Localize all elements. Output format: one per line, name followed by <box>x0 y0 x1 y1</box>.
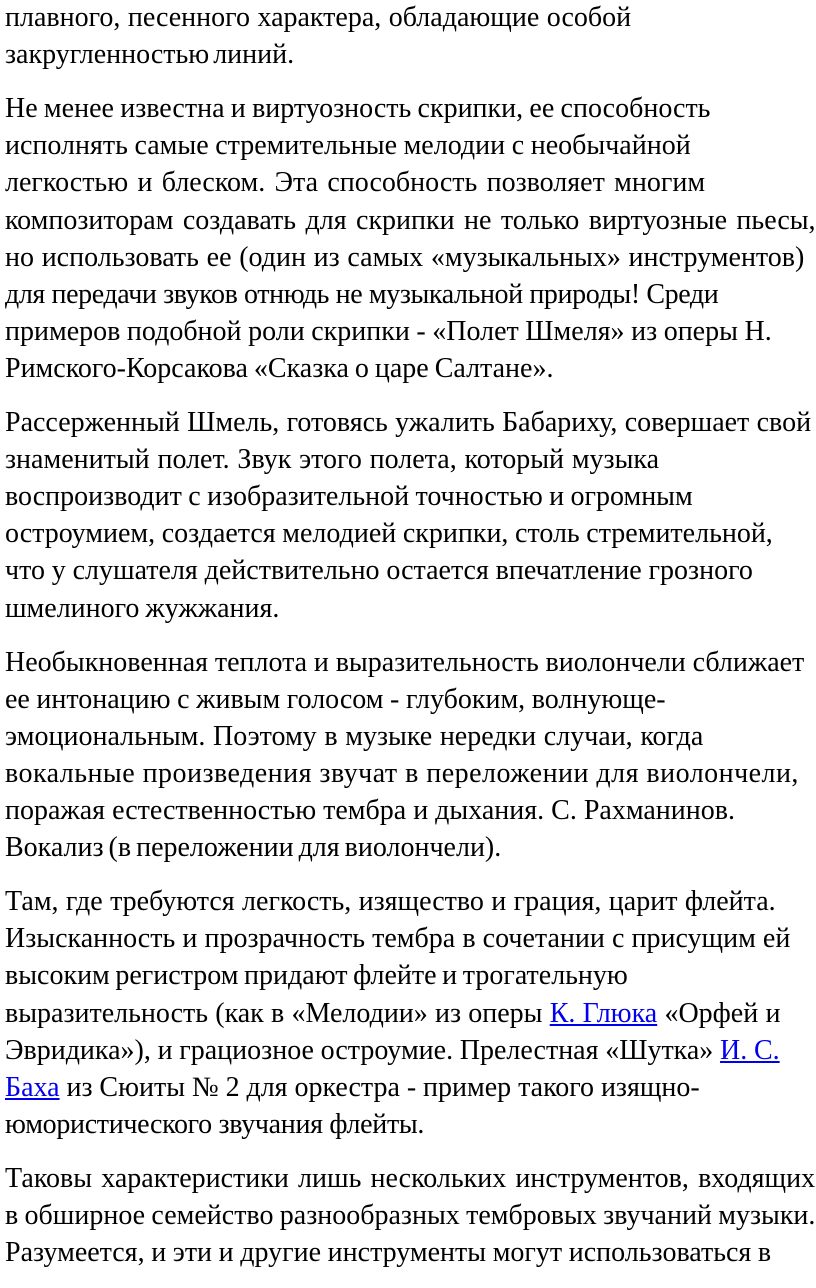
text-segment: поражая естественностью тембра и дыхания. С. Рахманинов. <box>5 795 735 826</box>
text-segment: Необыкновенная теплота и выразительность виолончели сближает <box>5 647 805 678</box>
text-segment: Рассерженный Шмель, готовясь ужалить Бабариху, совершает свой <box>5 407 812 438</box>
text-line <box>5 1163 815 1195</box>
text-line <box>5 998 780 1030</box>
text-line <box>5 647 804 679</box>
text-line <box>5 832 501 864</box>
text-segment: знаменитый полет. Звук этого полета, который музыка <box>5 444 660 475</box>
text-line <box>5 242 804 274</box>
composer-link[interactable]: К. Глюка <box>549 998 658 1029</box>
text-line <box>5 795 735 827</box>
text-segment: легкостью и блеском. Эта способность позволяет многим <box>5 167 706 198</box>
text-line <box>5 279 718 311</box>
text-segment: остроумием, создается мелодией скрипки, столь стремительной, <box>5 518 773 549</box>
composer-link[interactable]: Баха <box>5 1072 60 1103</box>
text-line <box>5 2 631 34</box>
text-line <box>5 130 691 162</box>
text-segment: Вокализ (в переложении для виолончели). <box>5 832 502 863</box>
text-line <box>5 518 773 550</box>
text-segment: вокальные произведения звучат в переложении для виолончели, <box>5 758 799 789</box>
text-line <box>5 721 703 753</box>
text-line <box>5 316 772 348</box>
text-segment: Разумеется, и эти и другие инструменты могут использоваться в <box>5 1237 772 1268</box>
text-line <box>5 886 776 918</box>
text-segment: Римского-Корсакова «Сказка о царе Салтане». <box>5 353 554 384</box>
composer-link[interactable]: И. С. <box>720 1035 780 1066</box>
text-segment: Не менее известна и виртуозность скрипки, ее способность <box>5 93 711 124</box>
text-segment: ее интонацию с живым голосом - глубоким, волнующе- <box>5 684 666 715</box>
text-segment: эмоциональным. Поэтому в музыке нередки случаи, когда <box>5 721 704 752</box>
text-segment: для передачи звуков отнюдь не музыкальной природы! Среди <box>5 279 719 310</box>
text-line <box>5 1237 771 1269</box>
text-segment: композиторам создавать для скрипки не только виртуозные пьесы, <box>5 205 816 236</box>
text-segment: высоким регистром придают флейте и трогательную <box>5 960 628 991</box>
text-segment: «Орфей и <box>657 998 781 1029</box>
text-line <box>5 1072 700 1104</box>
text-line <box>5 1200 815 1232</box>
text-line <box>5 555 753 587</box>
text-segment: выразительность (как в «Мелодии» из оперы <box>5 998 550 1029</box>
text-segment: в обширное семейство разнообразных тембровых звучаний музыки. <box>5 1200 816 1231</box>
text-line <box>5 444 659 476</box>
text-line <box>5 684 666 716</box>
text-segment: Эвридика»), и грациозное остроумие. Прелестная «Шутка» <box>5 1035 721 1066</box>
text-line <box>5 481 693 513</box>
text-segment: Там, где требуются легкость, изящество и грация, царит флейта. <box>5 886 776 917</box>
text-segment: Изысканность и прозрачность тембра в сочетании с присущим ей <box>5 923 791 954</box>
text-segment: воспроизводит с изобразительной точностью и огромным <box>5 481 693 512</box>
text-line <box>5 593 279 625</box>
text-segment: юмористического звучания флейты. <box>5 1109 425 1140</box>
text-line <box>5 960 628 992</box>
text-line <box>5 1035 780 1067</box>
text-line <box>5 758 799 790</box>
text-segment: но использовать ее (один из самых «музыкальных» инструментов) <box>5 242 805 273</box>
text-line <box>5 167 705 199</box>
text-line <box>5 1109 424 1141</box>
text-line <box>5 353 553 385</box>
text-line <box>5 923 790 955</box>
text-segment: примеров подобной роли скрипки - «Полет Шмеля» из оперы Н. <box>5 316 772 347</box>
text-segment: исполнять самые стремительные мелодии с необычайной <box>5 130 691 161</box>
text-line <box>5 205 816 237</box>
text-line <box>5 407 811 439</box>
text-segment: плавного, песенного характера, обладающие особой <box>5 2 632 33</box>
text-line <box>5 39 294 71</box>
text-segment: что у слушателя действительно остается впечатление грозного <box>5 555 753 586</box>
text-segment: шмелиного жужжания. <box>5 593 280 624</box>
text-segment: закругленностью линий. <box>5 39 295 70</box>
text-line <box>5 93 710 125</box>
text-segment: из Сюиты № 2 для оркестра - пример такого изящно- <box>59 1072 700 1103</box>
text-segment: Таковы характеристики лишь нескольких инструментов, входящих <box>5 1163 816 1194</box>
